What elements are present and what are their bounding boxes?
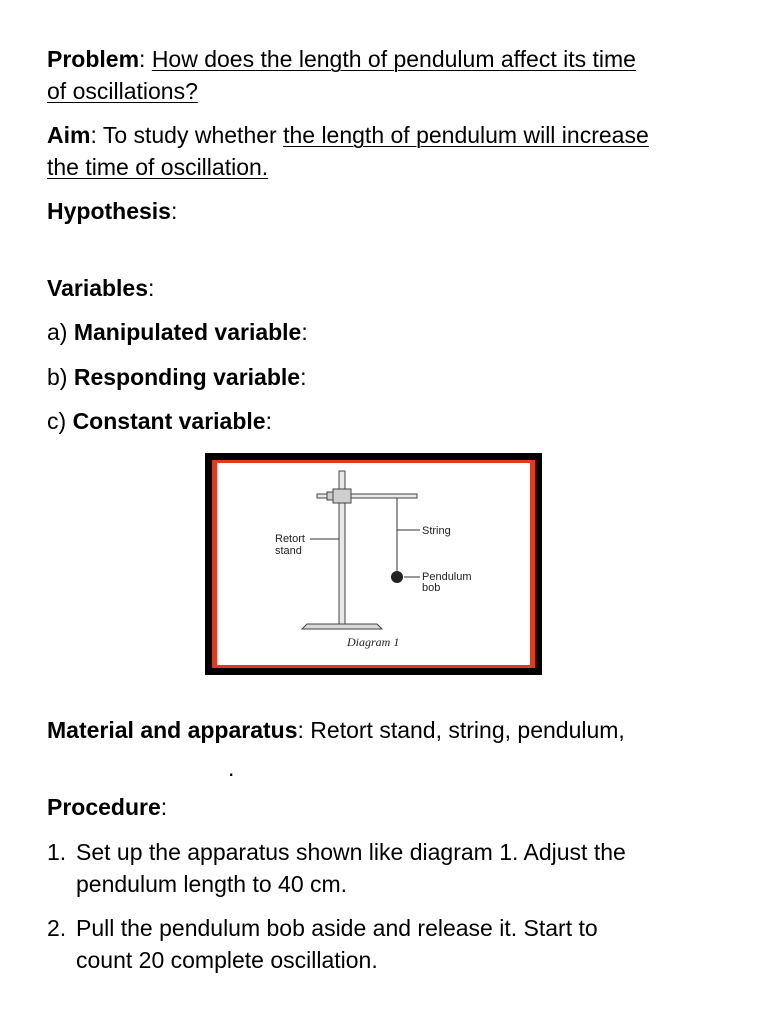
hypothesis-label: Hypothesis: [47, 198, 171, 224]
diagram-red-border: [212, 460, 535, 668]
variables-colon: :: [148, 275, 155, 301]
aim-section: [47, 119, 737, 183]
procedure-step-2: [47, 912, 737, 976]
procedure-step-line2: pendulum length to 40 cm.: [76, 871, 348, 897]
problem-question-line2: of oscillations?: [47, 78, 198, 104]
problem-section: [47, 43, 737, 107]
bob-label-line2: bob: [422, 582, 441, 594]
materials-section: [47, 714, 737, 746]
materials-trailing-dot: .: [228, 755, 235, 781]
diagram-caption: Diagram 1: [347, 635, 400, 649]
retort-stand-clamp-knob: [327, 492, 333, 500]
variable-label: Manipulated variable: [73, 319, 302, 345]
variable-item-responding: [47, 361, 737, 393]
retort-stand-clamp: [333, 489, 351, 503]
variable-colon: :: [300, 364, 307, 390]
procedure-colon: :: [160, 794, 168, 820]
pendulum-bob: [391, 571, 403, 583]
variable-item-constant: [47, 405, 737, 437]
pendulum-diagram-svg: [217, 463, 530, 665]
variable-colon: :: [265, 408, 272, 434]
hypothesis-colon: :: [170, 198, 178, 224]
procedure-step-number: 1.: [47, 839, 67, 865]
procedure-step-line2: count 20 complete oscillation.: [76, 947, 378, 973]
materials-text: : Retort stand, string, pendulum,: [297, 717, 625, 743]
variable-item-manipulated: [47, 316, 737, 348]
problem-colon: :: [139, 46, 146, 72]
materials-label: Material and apparatus: [47, 717, 298, 743]
procedure-step-line1: Set up the apparatus shown like diagram 1. Adjust the: [76, 839, 626, 865]
variables-label: Variables: [47, 275, 149, 301]
pendulum-diagram-figure: [205, 453, 542, 675]
aim-label: Aim: [47, 122, 91, 148]
procedure-step-line1: Pull the pendulum bob aside and release it. Start to: [76, 915, 598, 941]
procedure-heading: [47, 791, 737, 823]
aim-underlined-line2: the time of oscillation.: [47, 154, 269, 180]
retort-stand-base: [302, 624, 382, 629]
variable-marker: b): [47, 364, 74, 390]
bob-label-line1: Pendulum: [422, 571, 472, 583]
procedure-label: Procedure: [47, 794, 161, 820]
retort-label-line1: Retort: [275, 533, 305, 545]
aim-underlined-line1: the length of pendulum will increase: [283, 122, 649, 148]
aim-prefix: : To study whether: [90, 122, 284, 148]
hypothesis-section: [47, 195, 737, 227]
variables-heading: [47, 272, 737, 304]
variable-marker: a): [47, 319, 74, 345]
variable-label: Constant variable: [72, 408, 266, 434]
problem-question-line1: How does the length of pendulum affect its time: [151, 46, 636, 72]
diagram-canvas: [217, 463, 530, 665]
variable-marker: c): [47, 408, 73, 434]
variable-colon: :: [301, 319, 308, 345]
string-label: String: [422, 525, 451, 537]
variable-label: Responding variable: [73, 364, 301, 390]
procedure-step-1: [47, 836, 737, 900]
retort-label-line2: stand: [275, 545, 302, 557]
procedure-step-number: 2.: [47, 915, 67, 941]
problem-label: Problem: [47, 46, 140, 72]
